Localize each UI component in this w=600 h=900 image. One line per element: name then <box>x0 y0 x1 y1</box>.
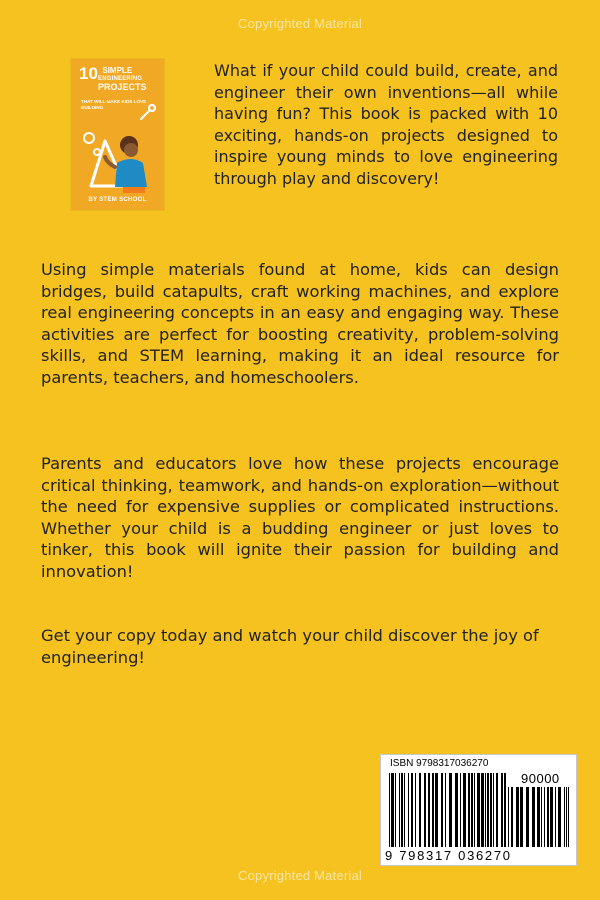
barcode-bar <box>493 773 494 847</box>
barcode-digits: 9 798317 036270 <box>385 848 512 863</box>
thumbnail-title <box>79 65 161 92</box>
barcode-bar <box>441 773 443 847</box>
barcode-bar <box>404 773 405 847</box>
barcode-bar <box>428 773 430 847</box>
barcode-bar <box>460 773 461 847</box>
isbn-barcode <box>380 754 577 866</box>
barcode-bar <box>568 787 569 847</box>
barcode-bars <box>389 773 506 847</box>
watermark-top: Copyrighted Material <box>238 16 362 31</box>
barcode-bar <box>558 787 561 847</box>
barcode-bar <box>485 773 486 847</box>
barcode-bar <box>391 773 394 847</box>
thumbnail-subtitle: THAT WILL MAKE KIDS LOVE BUILDING <box>81 99 147 110</box>
barcode-bar <box>471 773 473 847</box>
barcode-bar <box>564 787 565 847</box>
barcode-bar <box>566 787 567 847</box>
barcode-bar <box>415 773 416 847</box>
barcode-bar <box>550 787 553 847</box>
barcode-bar <box>520 787 523 847</box>
barcode-bar <box>449 773 452 847</box>
barcode-bar <box>481 773 484 847</box>
barcode-bar <box>555 787 556 847</box>
barcode-bar <box>526 787 529 847</box>
thumbnail-author: BY STEM SCHOOL <box>88 197 147 203</box>
barcode-bar <box>395 773 396 847</box>
description-paragraph-4: Get your copy today and watch your child discover the joy of engineering! <box>41 626 539 667</box>
book-cover-thumbnail <box>71 59 164 210</box>
barcode-bar <box>408 773 409 847</box>
barcode-bar <box>537 787 540 847</box>
barcode-bar <box>532 787 535 847</box>
barcode-bar <box>419 773 421 847</box>
barcode-bar <box>490 773 492 847</box>
barcode-addon-bars <box>508 787 570 847</box>
barcode-bar <box>508 787 509 847</box>
isbn-label: ISBN 9798317036270 <box>390 758 489 769</box>
barcode-bar <box>477 773 480 847</box>
barcode-bar <box>463 773 466 847</box>
barcode-bar <box>487 773 489 847</box>
barcode-bar <box>389 773 390 847</box>
thumbnail-title-word1: SIMPLE <box>102 66 133 75</box>
barcode-bar <box>445 773 446 847</box>
barcode-bar <box>501 773 503 847</box>
barcode-bar <box>455 773 458 847</box>
description-paragraph-3: Parents and educators love how these projects encourage critical thinking, teamwork, and hands-on exploration—without the need for expensive supplies or complicated instructions. Whether your child is a budding engineer or just loves to tinker, this book will ignite their passion for building and innovation! <box>41 454 559 581</box>
barcode-bar <box>544 787 545 847</box>
barcode-bar <box>435 773 438 847</box>
barcode-bar <box>401 773 403 847</box>
description-paragraph-2: Using simple materials found at home, kids can design bridges, build catapults, craft working machines, and explore real engineering concepts in an easy and engaging way. These activities are perfect for boosting creativity, problem-solving skills, and STEM learning, making it an ideal resource for parents, teachers, and homeschoolers. <box>41 260 559 387</box>
barcode-bar <box>468 773 470 847</box>
barcode-bar <box>511 787 513 847</box>
barcode-bar <box>411 773 413 847</box>
price-code: 90000 <box>521 771 560 786</box>
barcode-bar <box>432 773 434 847</box>
barcode-bar <box>541 787 542 847</box>
barcode-bar <box>516 787 519 847</box>
thumbnail-number: 10 <box>79 64 98 83</box>
barcode-bar <box>504 773 506 847</box>
thumbnail-title-word3: PROJECTS <box>98 82 147 92</box>
description-paragraph-1: What if your child could build, create, and engineer their own inventions—all while having fun? This book is packed with 10 exciting, hands-on projects designed to inspire young minds to love engineering through play and discovery! <box>214 61 558 188</box>
barcode-bar <box>424 773 426 847</box>
barcode-bar <box>474 773 475 847</box>
watermark-bottom: Copyrighted Material <box>238 868 362 883</box>
thumbnail-title-word2: ENGINEERING <box>98 76 143 82</box>
barcode-bar <box>496 773 498 847</box>
barcode-bar <box>399 773 400 847</box>
barcode-bar <box>547 787 549 847</box>
